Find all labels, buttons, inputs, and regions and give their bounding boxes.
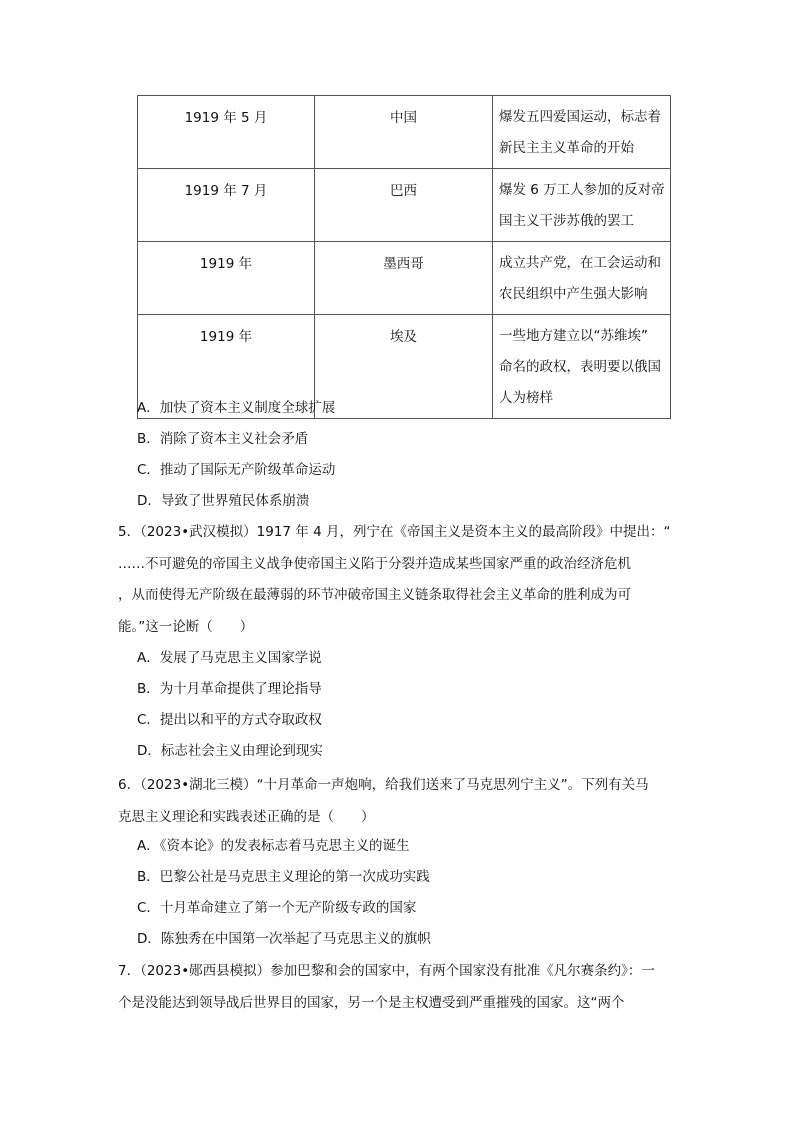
table-row	[138, 96, 671, 169]
cell-country: 墨西哥	[315, 242, 493, 315]
cell-desc: 一些地方建立以“苏维埃” 命名的政权，表明要以俄国 人为榜样	[493, 315, 671, 419]
question-6	[118, 770, 674, 833]
cell-desc: 爆发 6 万工人参加的反对帝 国主义干涉苏俄的罢工	[493, 169, 671, 242]
q5-options	[137, 643, 323, 767]
question-text-line: 克思主义理论和实践表述正确的是（ ）	[118, 808, 375, 825]
option-b[interactable]: B．消除了资本主义社会矛盾	[137, 431, 309, 447]
question-text-line: ，从而使得无产阶级在最薄弱的环节冲破帝国主义链条取得社会主义革命的胜利成为可	[118, 587, 631, 603]
question-text-line: 能。”这一论断（ ）	[118, 618, 254, 635]
question-7	[118, 956, 674, 1019]
table-row	[138, 242, 671, 315]
cell-country: 中国	[315, 96, 493, 169]
q6-options	[137, 831, 431, 955]
q4-options	[137, 393, 335, 517]
events-table	[137, 95, 671, 419]
option-b[interactable]: B．巴黎公社是马克思主义理论的第一次成功实践	[137, 869, 430, 885]
question-5	[118, 517, 674, 643]
option-c[interactable]: C．提出以和平的方式夺取政权	[137, 712, 322, 728]
option-a[interactable]: A．加快了资本主义制度全球扩展	[137, 400, 336, 416]
cell-date: 1919 年	[138, 242, 315, 315]
cell-date: 1919 年	[138, 315, 315, 419]
cell-desc: 爆发五四爱国运动，标志着 新民主主义革命的开始	[493, 96, 671, 169]
option-d[interactable]: D．陈独秀在中国第一次举起了马克思主义的旗帜	[137, 931, 431, 947]
option-c[interactable]: C．推动了国际无产阶级革命运动	[137, 462, 336, 478]
question-text-line: 6．（2023•湖北三模）“十月革命一声炮响，给我们送来了马克思列宁主义”。下列有关马	[118, 777, 649, 793]
option-a[interactable]: A．《资本论》的发表标志着马克思主义的诞生	[137, 838, 410, 854]
option-a[interactable]: A．发展了马克思主义国家学说	[137, 650, 322, 666]
question-text-line: 7．（2023•郧西县模拟）参加巴黎和会的国家中，有两个国家没有批准《凡尔赛条约》：一	[118, 963, 655, 979]
cell-desc: 成立共产党，在工会运动和 农民组织中产生强大影响	[493, 242, 671, 315]
table-row	[138, 169, 671, 242]
option-b[interactable]: B．为十月革命提供了理论指导	[137, 681, 322, 697]
cell-country: 巴西	[315, 169, 493, 242]
question-text-line: ……不可避免的帝国主义战争使帝国主义陷于分裂并造成某些国家严重的政治经济危机	[118, 555, 631, 572]
option-d[interactable]: D．导致了世界殖民体系崩溃	[137, 493, 310, 509]
option-d[interactable]: D．标志社会主义由理论到现实	[137, 743, 323, 759]
cell-country: 埃及	[315, 315, 493, 419]
question-text-line: 5．（2023•武汉模拟）1917 年 4 月，列宁在《帝国主义是资本主义的最高阶段》中提出：“	[118, 524, 671, 540]
cell-date: 1919 年 7 月	[138, 169, 315, 242]
option-c[interactable]: C．十月革命建立了第一个无产阶级专政的国家	[137, 900, 417, 916]
question-text-line: 个是没能达到领导战后世界目的国家，另一个是主权遭受到严重摧残的国家。这“两个	[118, 994, 625, 1011]
cell-date: 1919 年 5 月	[138, 96, 315, 169]
